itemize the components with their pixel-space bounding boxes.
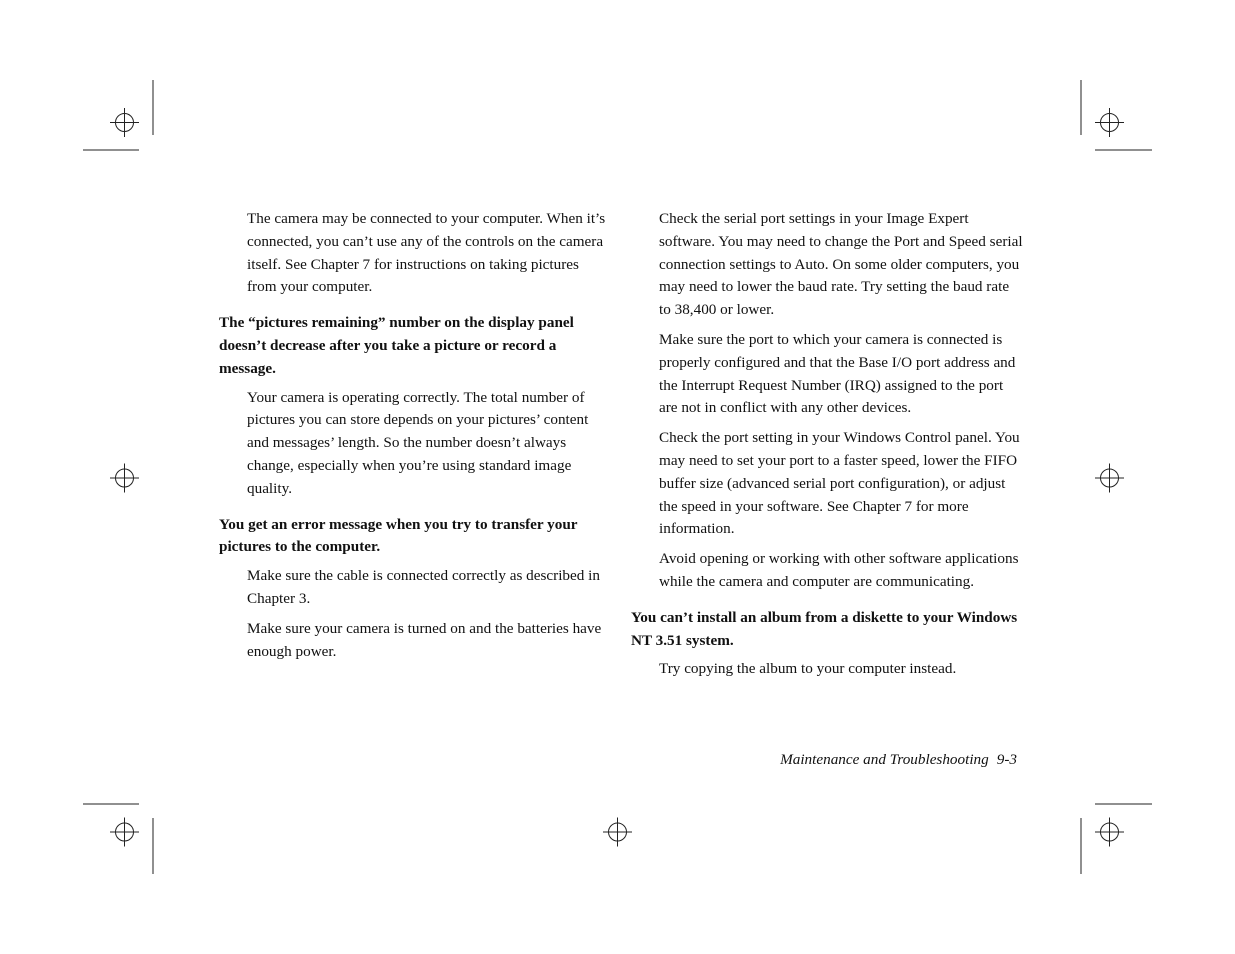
paragraph-windows-control-panel: Check the port setting in your Windows Control panel. You may need to set your port to a faster speed, lower the FIFO buffer size (advanced serial port configuration), or adjust the speed in your software. See Chapter 7 for more information. bbox=[659, 429, 1020, 538]
registration-target-bottom-center-icon bbox=[603, 818, 632, 847]
registration-target-top-right-icon bbox=[1095, 108, 1124, 137]
registration-target-middle-left-icon bbox=[110, 464, 139, 493]
right-column bbox=[631, 208, 1023, 688]
heading-pictures-remaining: The “pictures remaining” number on the display panel doesn’t decrease after you take a picture or record a message. bbox=[219, 314, 574, 377]
registration-target-bottom-right-icon bbox=[1095, 818, 1124, 847]
paragraph-port-configuration: Make sure the port to which your camera is connected is properly configured and that the Base I/O port address and the Interrupt Request Number (IRQ) assigned to the port are not in conflict with any other devices. bbox=[659, 330, 1016, 417]
paragraph-operating-correctly: Your camera is operating correctly. The total number of pictures you can store depends on your pictures’ content and messages’ length. So the number doesn’t always change, especially when you’re using standard image quality. bbox=[247, 388, 589, 497]
paragraph-serial-port-settings: Check the serial port settings in your Image Expert software. You may need to change the Port and Speed serial connection settings to Auto. On some older computers, you may need to lower the baud rate. Try setting the baud rate to 38,400 or lower. bbox=[659, 210, 1023, 319]
crop-mark-bottom-right bbox=[1081, 804, 1152, 874]
page-footer bbox=[780, 749, 1017, 771]
heading-album-install: You can’t install an album from a diskette to your Windows NT 3.51 system. bbox=[631, 608, 1018, 649]
left-column bbox=[219, 208, 609, 670]
crop-mark-top-right bbox=[1081, 80, 1152, 150]
page-number: 9-3 bbox=[996, 751, 1017, 768]
paragraph-avoid-other-software: Avoid opening or working with other software applications while the camera and computer are communicating. bbox=[659, 550, 1019, 590]
heading-transfer-error: You get an error message when you try to transfer your pictures to the computer. bbox=[219, 515, 578, 556]
paragraph-camera-power: Make sure your camera is turned on and the batteries have enough power. bbox=[247, 619, 602, 660]
registration-target-middle-right-icon bbox=[1095, 464, 1124, 493]
crop-mark-bottom-left bbox=[83, 804, 153, 874]
footer-section-title: Maintenance and Troubleshooting bbox=[780, 751, 989, 768]
crop-mark-top-left bbox=[83, 80, 153, 150]
paragraph-camera-connected: The camera may be connected to your computer. When it’s connected, you can’t use any of the controls on the camera itself. See Chapter 7 for instructions on taking pictures from your computer. bbox=[247, 210, 606, 296]
registration-target-top-left-icon bbox=[110, 108, 139, 137]
registration-target-bottom-left-icon bbox=[110, 818, 139, 847]
paragraph-copy-album: Try copying the album to your computer instead. bbox=[659, 660, 957, 678]
paragraph-cable-connected: Make sure the cable is connected correctly as described in Chapter 3. bbox=[247, 567, 600, 607]
